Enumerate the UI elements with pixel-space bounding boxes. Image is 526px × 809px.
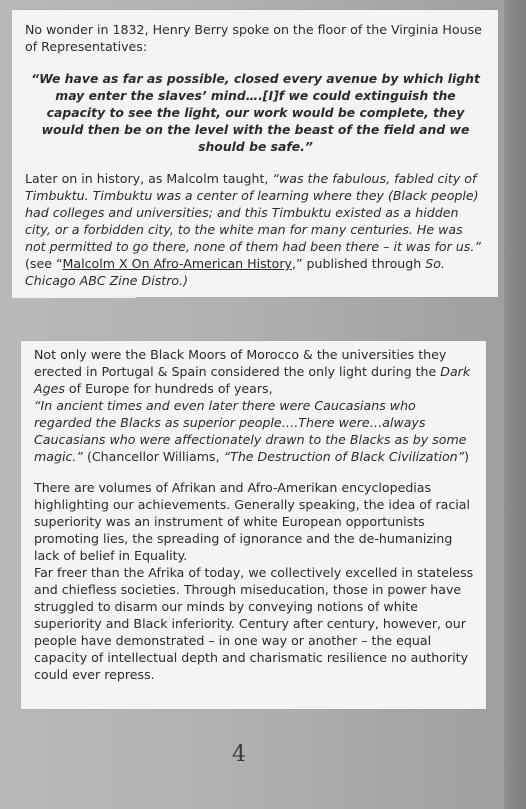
williams-citation: (Chancellor Williams, [82,449,224,464]
moors-text-b: of Europe for hundreds of years, [64,381,273,396]
malcolm-see: (see “ [25,256,63,271]
berry-quote: “We have as far as possible, closed every avenue by which light may enter the slaves’ mind….[I]f we could extinguish the capacity to see the light, our work would be complete, they would then be on the level with the beast of the field and we should be safe.” [31,71,480,154]
malcolm-published: ,” published through [291,256,426,271]
williams-book-title: “The Destruction of Black Civilization” [223,449,465,464]
citation-close: ) [464,449,470,464]
top-text-panel [12,10,498,297]
malcolm-quote: “was the fabulous, fabled city of Timbuktu. Timbuktu was a center of learning where they (Black people) had colleges and universities; and this Timbuktu existed as a hidden city, or a forbidden city, to the white man for many centuries. He was not permitted to go there, none of them had been there – it was for us.” [25,171,481,254]
page-edge-shadow [504,0,526,809]
page-number: 4 [232,742,246,767]
berry-intro-paragraph: No wonder in 1832, Henry Berry spoke on the floor of the Virginia House of Representatives: [25,22,482,54]
bottom-text-panel [21,341,486,709]
encyclopedias-paragraph: There are volumes of Afrikan and Afro-Amerikan encyclopedias highlighting our achievements. Generally speaking, the idea of racial superiority was an instrument of white European opportunists promoting lies, the spreading of ignorance and the de-humanizing lack of belief in Equality. [34,480,470,563]
malcolm-intro: Later on in history, as Malcolm taught, [25,171,273,186]
malcolm-source: So. Chicago ABC Zine Distro.) [25,256,445,288]
malcolm-paragraph [25,170,486,289]
stateless-paragraph: Far freer than the Afrika of today, we collectively excelled in stateless and chiefless societies. Through miseducation, those in power have struggled to disarm our minds by conveying notions of white superiority and Black inferiority. Century after century, however, our people have demonstrated – in one way or another – the equal capacity of intellectual depth and charismatic resilience no authority could ever repress. [34,565,474,682]
moors-text-a: Not only were the Black Moors of Morocco & the universities they erected in Portugal & Spain considered the only light during the [34,347,447,379]
caucasians-quote: “In ancient times and even later there were Caucasians who regarded the Blacks as superior people….There were…always Caucasians who were affectionately drawn to the Blacks as by some magic.” [34,398,467,464]
malcolm-history-link[interactable]: Malcolm X On Afro-American History [62,256,292,271]
moors-paragraph [34,346,476,465]
dark-ages: Dark Ages [34,364,471,396]
